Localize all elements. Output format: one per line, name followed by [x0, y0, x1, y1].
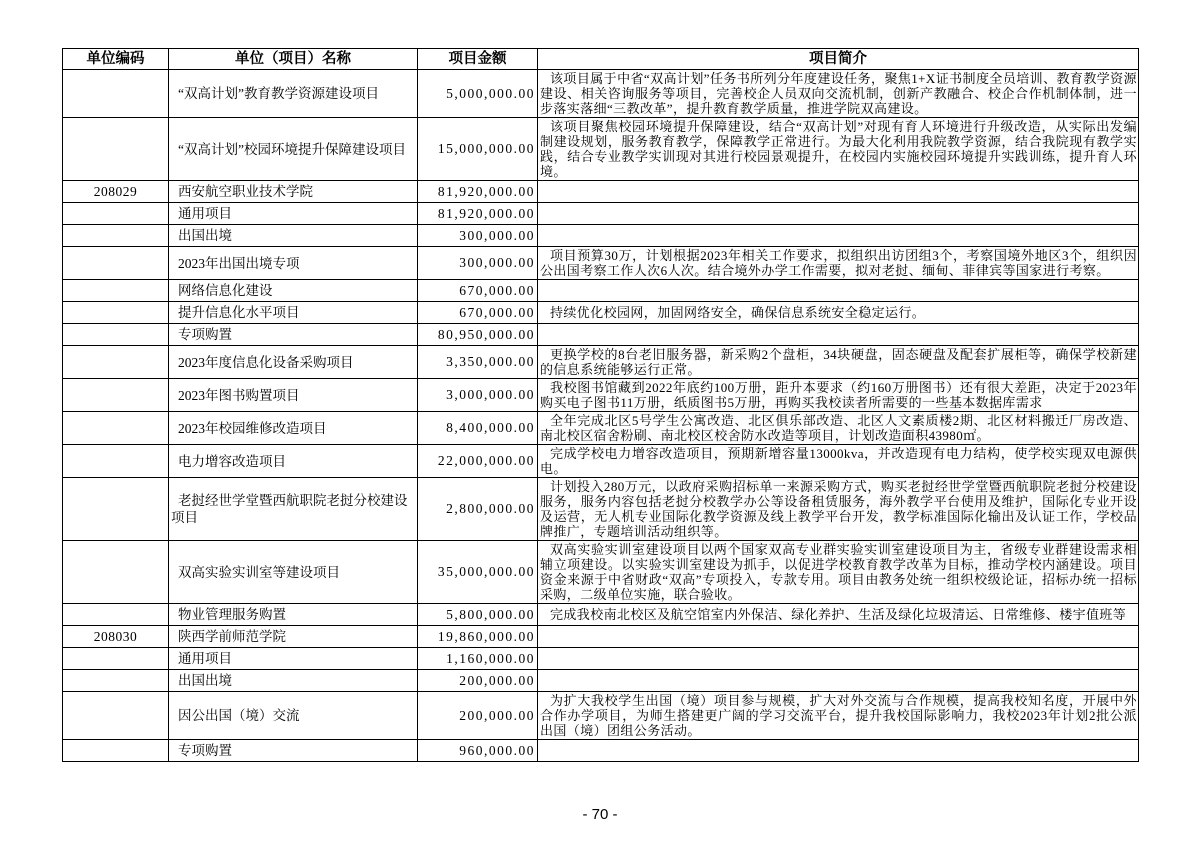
unit-code-cell — [63, 118, 169, 181]
project-amount-cell: 1,160,000.00 — [418, 648, 538, 670]
project-name-cell: 2023年度信息化设备采购项目 — [169, 346, 418, 379]
project-name-cell: 电力增容改造项目 — [169, 445, 418, 478]
project-summary-cell — [538, 203, 1139, 225]
project-amount-cell: 3,000,000.00 — [418, 379, 538, 412]
project-summary-cell — [538, 648, 1139, 670]
project-summary-cell: 计划投入280万元，以政府采购招标单一来源采购方式，购买老挝经世学堂暨西航职院老挝分校建设服务，服务内容包括老挝分校教学办公等设备租赁服务，海外教学平台使用及维护，国际化专业开设及运营，无人机专业国际化教学资源及线上教学平台开发，教学标准国际化输出及认证工作，学校品牌推广，专题培训活动组织等。 — [538, 478, 1139, 541]
unit-code-cell — [63, 324, 169, 346]
project-name-cell: “双高计划”教育教学资源建设项目 — [169, 70, 418, 118]
project-amount-cell: 5,800,000.00 — [418, 604, 538, 626]
table-row — [63, 225, 1139, 247]
table-row — [63, 648, 1139, 670]
project-amount-cell: 35,000,000.00 — [418, 541, 538, 604]
project-name-cell: 西安航空职业技术学院 — [169, 181, 418, 203]
col-header-project-amount: 项目金额 — [418, 49, 538, 70]
project-name-cell: 老挝经世学堂暨西航职院老挝分校建设项目 — [169, 478, 418, 541]
project-name-cell: 通用项目 — [169, 203, 418, 225]
col-header-project-summary: 项目简介 — [538, 49, 1139, 70]
project-amount-cell: 80,950,000.00 — [418, 324, 538, 346]
project-name-cell: 通用项目 — [169, 648, 418, 670]
project-summary-cell — [538, 670, 1139, 692]
unit-code-cell — [63, 302, 169, 324]
col-header-unit-code: 单位编码 — [63, 49, 169, 70]
project-name-cell: 2023年校园维修改造项目 — [169, 412, 418, 445]
project-summary-cell: 全年完成北区5号学生公寓改造、北区俱乐部改造、北区人文素质楼2期、北区材料搬迁厂房改造、南北校区宿舍粉刷、南北校区校舍防水改造等项目，计划改造面积43980㎡。 — [538, 412, 1139, 445]
project-summary-cell: 持续优化校园网，加固网络安全，确保信息系统安全稳定运行。 — [538, 302, 1139, 324]
unit-code-cell — [63, 346, 169, 379]
project-name-cell: 专项购置 — [169, 324, 418, 346]
unit-code-cell: 208030 — [63, 626, 169, 648]
table-row — [63, 412, 1139, 445]
unit-code-cell — [63, 740, 169, 762]
project-name-cell: 2023年图书购置项目 — [169, 379, 418, 412]
budget-table — [62, 48, 1139, 762]
unit-code-cell — [63, 247, 169, 280]
project-amount-cell: 5,000,000.00 — [418, 70, 538, 118]
unit-code-cell — [63, 70, 169, 118]
project-amount-cell: 300,000.00 — [418, 225, 538, 247]
project-summary-cell: 为扩大我校学生出国（境）项目参与规模，扩大对外交流与合作规模，提高我校知名度，开展中外合作办学项目，为师生搭建更广阔的学习交流平台，提升我校国际影响力，我校2023年计划2批公派出国（境）团组公务活动。 — [538, 692, 1139, 740]
project-name-cell: 网络信息化建设 — [169, 280, 418, 302]
project-name-cell: 出国出境 — [169, 225, 418, 247]
table-row — [63, 740, 1139, 762]
table-row — [63, 478, 1139, 541]
project-amount-cell: 200,000.00 — [418, 670, 538, 692]
project-name-cell: “双高计划”校园环境提升保障建设项目 — [169, 118, 418, 181]
project-amount-cell: 3,350,000.00 — [418, 346, 538, 379]
project-amount-cell: 300,000.00 — [418, 247, 538, 280]
unit-code-cell — [63, 445, 169, 478]
project-amount-cell: 15,000,000.00 — [418, 118, 538, 181]
project-name-cell: 提升信息化水平项目 — [169, 302, 418, 324]
project-summary-cell: 项目预算30万，计划根据2023年相关工作要求，拟组织出访团组3个，考察国境外地区3个，组织因公出国考察工作人次6人次。结合境外办学工作需要，拟对老挝、缅甸、菲律宾等国家进行考察。 — [538, 247, 1139, 280]
table-header-row — [63, 49, 1139, 70]
project-summary-cell: 双高实验实训室建设项目以两个国家双高专业群实验实训室建设项目为主，省级专业群建设需求相辅立项建设。以实验实训室建设为抓手，以促进学校教育教学改革为目标，推动学校内涵建设。项目资金来源于中省财政“双高”专项投入，专款专用。项目由教务处统一组织校级论证，招标办统一招标采购，二级单位实施，联合验收。 — [538, 541, 1139, 604]
project-name-cell: 2023年出国出境专项 — [169, 247, 418, 280]
table-row — [63, 604, 1139, 626]
unit-code-cell — [63, 225, 169, 247]
table-row — [63, 445, 1139, 478]
project-summary-cell: 完成我校南北校区及航空馆室内外保洁、绿化养护、生活及绿化垃圾清运、日常维修、楼宇值班等 — [538, 604, 1139, 626]
unit-code-cell — [63, 648, 169, 670]
unit-code-cell — [63, 478, 169, 541]
project-amount-cell: 200,000.00 — [418, 692, 538, 740]
project-summary-cell — [538, 626, 1139, 648]
table-row — [63, 670, 1139, 692]
project-amount-cell: 81,920,000.00 — [418, 181, 538, 203]
project-summary-cell: 更换学校的8台老旧服务器，新采购2个盘柜，34块硬盘，固态硬盘及配套扩展柜等，确保学校新建的信息系统能够运行正常。 — [538, 346, 1139, 379]
project-name-cell: 双高实验实训室等建设项目 — [169, 541, 418, 604]
project-summary-cell: 完成学校电力增容改造项目，预期新增容量13000kva，并改造现有电力结构，使学校实现双电源供电。 — [538, 445, 1139, 478]
unit-code-cell — [63, 541, 169, 604]
project-amount-cell: 81,920,000.00 — [418, 203, 538, 225]
unit-code-cell — [63, 280, 169, 302]
unit-code-cell — [63, 604, 169, 626]
col-header-project-name: 单位（项目）名称 — [169, 49, 418, 70]
table-row — [63, 346, 1139, 379]
project-summary-cell — [538, 740, 1139, 762]
project-summary-cell: 该项目属于中省“双高计划”任务书所列分年度建设任务，聚焦1+X证书制度全员培训、教育教学资源建设、相关咨询服务等项目，完善校企人员双向交流机制，创新产教融合、校企合作机制体制，进一步落实落细“三教改革”，提升教育教学质量，推进学院双高建设。 — [538, 70, 1139, 118]
project-name-cell: 陕西学前师范学院 — [169, 626, 418, 648]
table-row — [63, 118, 1139, 181]
table-row — [63, 280, 1139, 302]
table-row — [63, 181, 1139, 203]
table-row — [63, 692, 1139, 740]
table-header — [63, 49, 1139, 70]
project-summary-cell: 该项目聚焦校园环境提升保障建设，结合“双高计划”对现有育人环境进行升级改造，从实际出发编制建设规划，服务教育教学，保障教学正常进行。为最大化利用我院教学资源，结合我院现有教学实践，结合专业教学实训现对其进行校园景观提升，在校园内实施校园环境提升实践训练，提升育人环境。 — [538, 118, 1139, 181]
project-amount-cell: 670,000.00 — [418, 302, 538, 324]
unit-code-cell — [63, 692, 169, 740]
project-amount-cell: 22,000,000.00 — [418, 445, 538, 478]
unit-code-cell — [63, 670, 169, 692]
table-row — [63, 379, 1139, 412]
table-body — [63, 70, 1139, 762]
project-amount-cell: 19,860,000.00 — [418, 626, 538, 648]
project-summary-cell — [538, 324, 1139, 346]
unit-code-cell — [63, 203, 169, 225]
page-number: - 70 - — [582, 806, 618, 823]
project-summary-cell: 我校图书馆藏到2022年底约100万册，距升本要求（约160万册图书）还有很大差距，决定于2023年购买电子图书11万册，纸质图书5万册，再购买我校读者所需要的一些基本数据库需求 — [538, 379, 1139, 412]
project-amount-cell: 670,000.00 — [418, 280, 538, 302]
unit-code-cell: 208029 — [63, 181, 169, 203]
table-row — [63, 541, 1139, 604]
project-name-cell: 专项购置 — [169, 740, 418, 762]
project-amount-cell: 960,000.00 — [418, 740, 538, 762]
table-row — [63, 302, 1139, 324]
table-row — [63, 247, 1139, 280]
table-row — [63, 70, 1139, 118]
table-row — [63, 324, 1139, 346]
project-amount-cell: 2,800,000.00 — [418, 478, 538, 541]
project-summary-cell — [538, 280, 1139, 302]
project-name-cell: 因公出国（境）交流 — [169, 692, 418, 740]
project-amount-cell: 8,400,000.00 — [418, 412, 538, 445]
table-row — [63, 626, 1139, 648]
project-name-cell: 物业管理服务购置 — [169, 604, 418, 626]
project-summary-cell — [538, 181, 1139, 203]
table-row — [63, 203, 1139, 225]
project-summary-cell — [538, 225, 1139, 247]
unit-code-cell — [63, 379, 169, 412]
project-name-cell: 出国出境 — [169, 670, 418, 692]
unit-code-cell — [63, 412, 169, 445]
